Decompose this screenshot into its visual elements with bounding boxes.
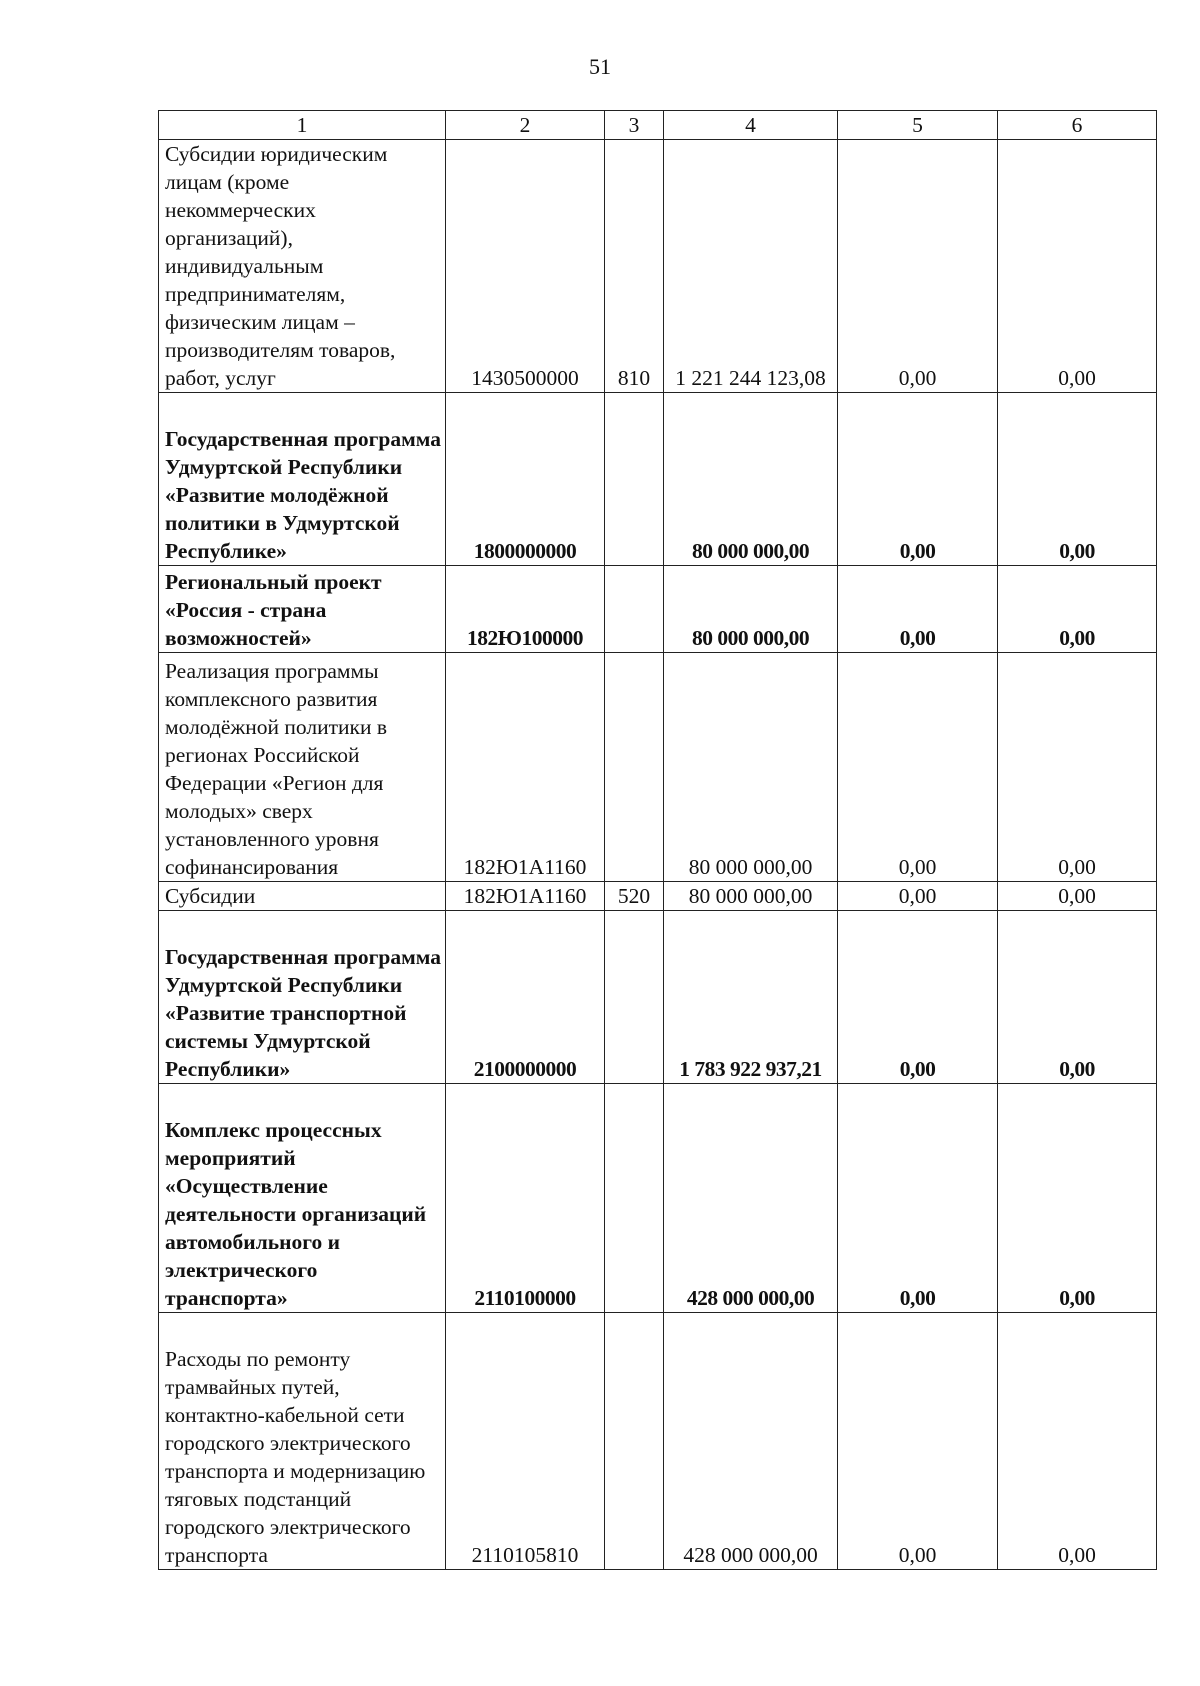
row-col6: 0,00 <box>998 393 1157 566</box>
row-name: Субсидии юридическим лицам (кроме некоммерческих организаций), индивидуальным предпринимателям, физическим лицам – производителям товаров, работ, услуг <box>159 140 446 393</box>
row-col6: 0,00 <box>998 653 1157 882</box>
table-row <box>159 911 1157 1084</box>
row-col5: 0,00 <box>838 911 998 1084</box>
row-col6: 0,00 <box>998 1084 1157 1313</box>
header-col-5: 5 <box>838 111 998 140</box>
table-row <box>159 1084 1157 1313</box>
row-col6: 0,00 <box>998 911 1157 1084</box>
page-number: 51 <box>589 54 611 79</box>
row-code: 182Ю1А1160 <box>446 653 605 882</box>
row-name: Государственная программа Удмуртской Республики «Развитие молодёжной политики в Удмуртской Республике» <box>159 393 446 566</box>
row-code: 182Ю100000 <box>446 566 605 653</box>
row-amount: 80 000 000,00 <box>664 566 838 653</box>
row-name: Региональный проект «Россия - страна возможностей» <box>159 566 446 653</box>
row-amount: 80 000 000,00 <box>664 393 838 566</box>
row-amount: 1 783 922 937,21 <box>664 911 838 1084</box>
row-amount: 80 000 000,00 <box>664 882 838 911</box>
row-col5: 0,00 <box>838 393 998 566</box>
budget-table <box>158 110 1157 1570</box>
row-code: 2110105810 <box>446 1313 605 1570</box>
table-header-row <box>159 111 1157 140</box>
row-kind <box>605 1313 664 1570</box>
row-code: 2110100000 <box>446 1084 605 1313</box>
row-code: 2100000000 <box>446 911 605 1084</box>
table-row <box>159 393 1157 566</box>
row-code: 1800000000 <box>446 393 605 566</box>
row-col6: 0,00 <box>998 566 1157 653</box>
row-name: Комплекс процессных мероприятий «Осуществление деятельности организаций автомобильного и электрического транспорта» <box>159 1084 446 1313</box>
row-code: 1430500000 <box>446 140 605 393</box>
row-col6: 0,00 <box>998 140 1157 393</box>
row-name: Реализация программы комплексного развития молодёжной политики в регионах Российской Федерации «Регион для молодых» сверх установленного уровня софинансирования <box>159 653 446 882</box>
row-col5: 0,00 <box>838 882 998 911</box>
row-kind <box>605 566 664 653</box>
header-col-6: 6 <box>998 111 1157 140</box>
header-col-3: 3 <box>605 111 664 140</box>
row-amount: 1 221 244 123,08 <box>664 140 838 393</box>
table-row <box>159 882 1157 911</box>
row-name: Государственная программа Удмуртской Республики «Развитие транспортной системы Удмуртской Республики» <box>159 911 446 1084</box>
row-col5: 0,00 <box>838 1084 998 1313</box>
row-code: 182Ю1А1160 <box>446 882 605 911</box>
row-amount: 80 000 000,00 <box>664 653 838 882</box>
row-col5: 0,00 <box>838 566 998 653</box>
row-kind <box>605 653 664 882</box>
row-name: Расходы по ремонту трамвайных путей, контактно-кабельной сети городского электрического транспорта и модернизацию тяговых подстанций городского электрического транспорта <box>159 1313 446 1570</box>
row-kind <box>605 393 664 566</box>
row-kind: 520 <box>605 882 664 911</box>
row-name: Субсидии <box>159 882 446 911</box>
header-col-4: 4 <box>664 111 838 140</box>
table-row <box>159 140 1157 393</box>
table-row <box>159 1313 1157 1570</box>
row-kind <box>605 1084 664 1313</box>
row-amount: 428 000 000,00 <box>664 1313 838 1570</box>
row-col5: 0,00 <box>838 140 998 393</box>
row-col5: 0,00 <box>838 653 998 882</box>
row-col5: 0,00 <box>838 1313 998 1570</box>
table-row <box>159 566 1157 653</box>
header-col-1: 1 <box>159 111 446 140</box>
row-col6: 0,00 <box>998 1313 1157 1570</box>
row-kind: 810 <box>605 140 664 393</box>
row-kind <box>605 911 664 1084</box>
row-amount: 428 000 000,00 <box>664 1084 838 1313</box>
row-col6: 0,00 <box>998 882 1157 911</box>
header-col-2: 2 <box>446 111 605 140</box>
table-row <box>159 653 1157 882</box>
